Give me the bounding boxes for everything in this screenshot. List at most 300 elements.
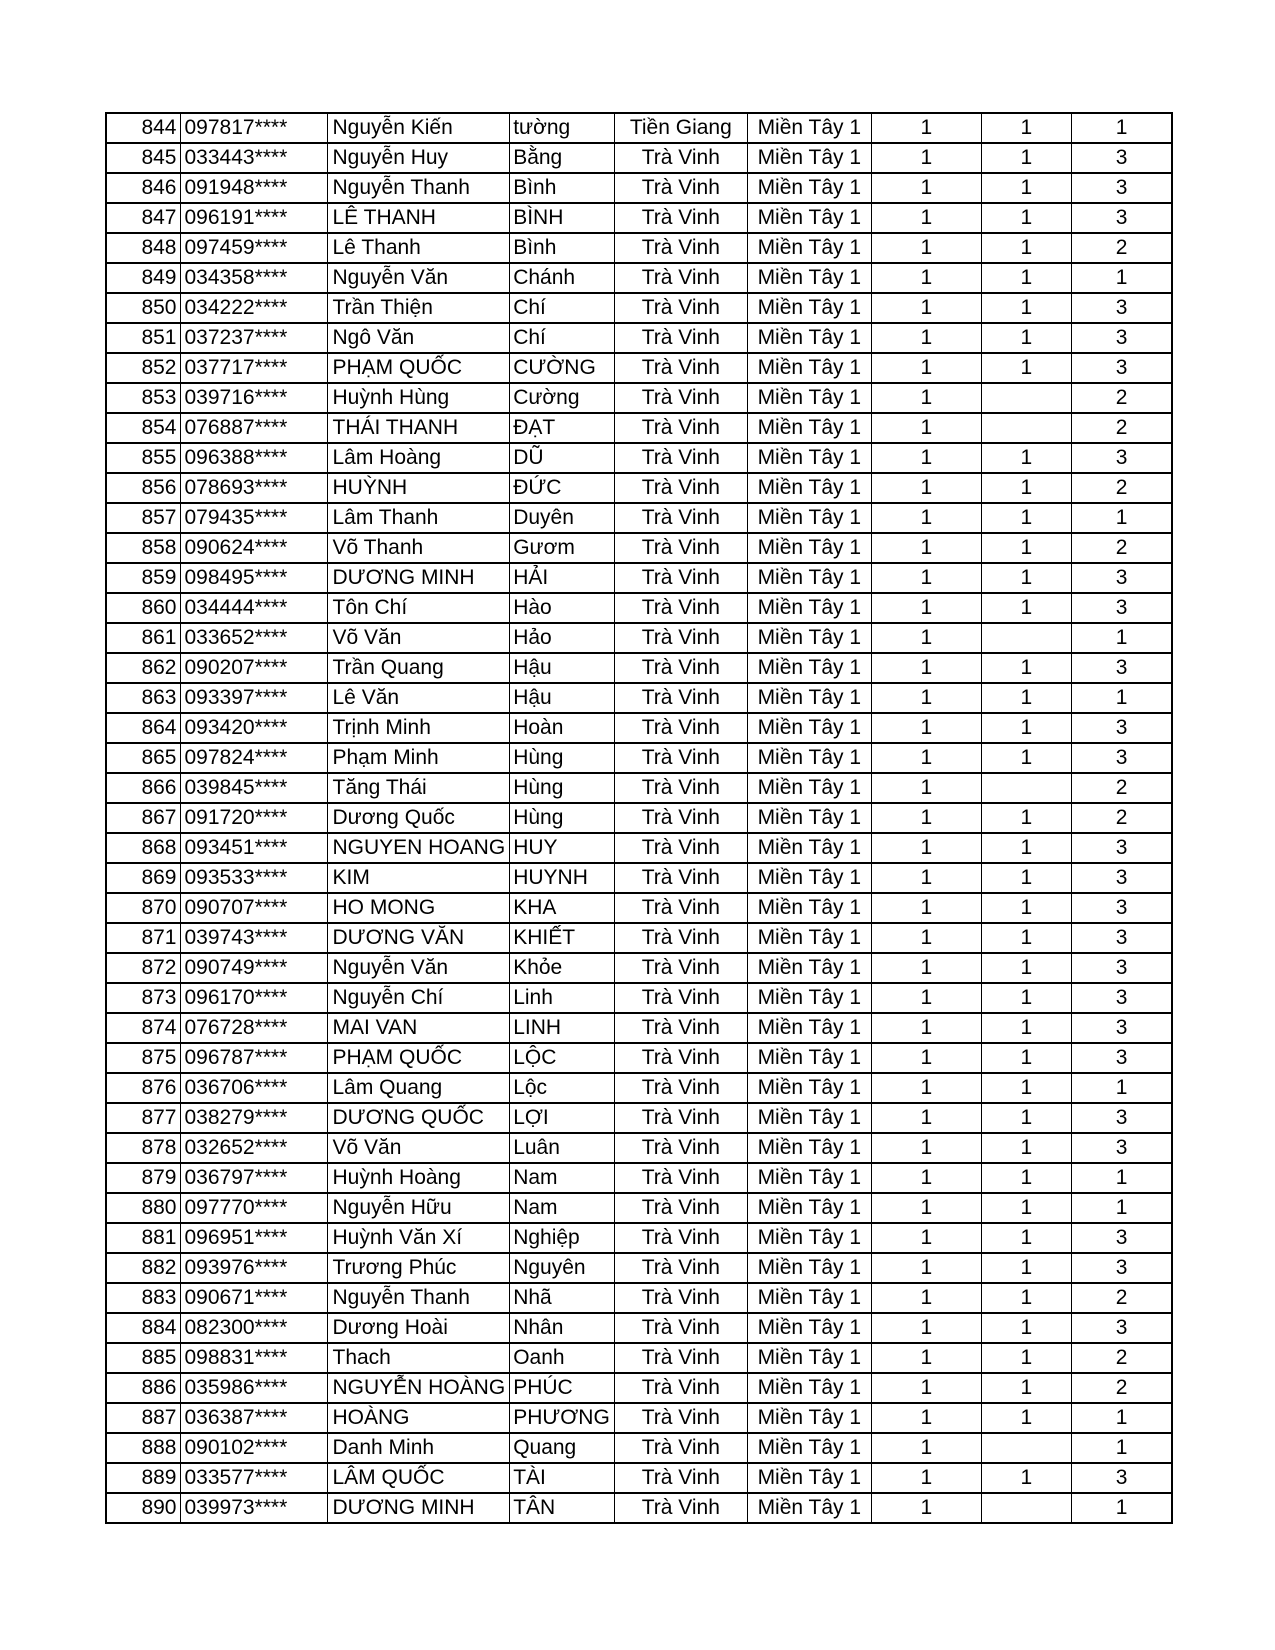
count-2-cell: 1	[981, 1283, 1071, 1313]
data-table	[105, 112, 1173, 1524]
count-2-cell: 1	[981, 1253, 1071, 1283]
count-2-cell: 1	[981, 893, 1071, 923]
family-name-cell: Trương Phúc	[327, 1253, 510, 1283]
region-cell: Miền Tây 1	[747, 803, 871, 833]
count-2-cell: 1	[981, 983, 1071, 1013]
count-2-cell: 1	[981, 1313, 1071, 1343]
given-name-cell: Nhã	[510, 1283, 615, 1313]
row-number-cell: 884	[106, 1313, 180, 1343]
family-name-cell: HO MONG	[327, 893, 510, 923]
given-name-cell: Nam	[510, 1163, 615, 1193]
count-2-cell: 1	[981, 293, 1071, 323]
count-3-cell: 1	[1071, 683, 1172, 713]
region-cell: Miền Tây 1	[747, 623, 871, 653]
table-row	[106, 443, 1172, 473]
count-1-cell: 1	[871, 293, 981, 323]
count-2-cell: 1	[981, 1193, 1071, 1223]
row-number-cell: 890	[106, 1493, 180, 1523]
count-2-cell: 1	[981, 953, 1071, 983]
given-name-cell: PHƯƠNG	[510, 1403, 615, 1433]
phone-number-cell: 096787****	[180, 1043, 327, 1073]
count-3-cell: 1	[1071, 1073, 1172, 1103]
table-row	[106, 1253, 1172, 1283]
given-name-cell: Bình	[510, 233, 615, 263]
phone-number-cell: 033652****	[180, 623, 327, 653]
given-name-cell: Hậu	[510, 683, 615, 713]
count-1-cell: 1	[871, 233, 981, 263]
given-name-cell: HẢI	[510, 563, 615, 593]
family-name-cell: Trần Quang	[327, 653, 510, 683]
province-cell: Trà Vinh	[614, 263, 747, 293]
count-3-cell: 3	[1071, 923, 1172, 953]
region-cell: Miền Tây 1	[747, 233, 871, 263]
region-cell: Miền Tây 1	[747, 1013, 871, 1043]
count-2-cell: 1	[981, 143, 1071, 173]
province-cell: Trà Vinh	[614, 1373, 747, 1403]
count-3-cell: 2	[1071, 473, 1172, 503]
row-number-cell: 862	[106, 653, 180, 683]
given-name-cell: Hảo	[510, 623, 615, 653]
count-2-cell	[981, 623, 1071, 653]
given-name-cell: Gươm	[510, 533, 615, 563]
count-2-cell: 1	[981, 1043, 1071, 1073]
table-row	[106, 683, 1172, 713]
given-name-cell: Oanh	[510, 1343, 615, 1373]
row-number-cell: 844	[106, 113, 180, 143]
row-number-cell: 872	[106, 953, 180, 983]
phone-number-cell: 039743****	[180, 923, 327, 953]
count-1-cell: 1	[871, 1163, 981, 1193]
province-cell: Trà Vinh	[614, 1493, 747, 1523]
count-3-cell: 1	[1071, 1193, 1172, 1223]
count-1-cell: 1	[871, 1253, 981, 1283]
count-1-cell: 1	[871, 623, 981, 653]
count-2-cell: 1	[981, 653, 1071, 683]
given-name-cell: KHA	[510, 893, 615, 923]
given-name-cell: Khỏe	[510, 953, 615, 983]
province-cell: Trà Vinh	[614, 923, 747, 953]
table-row	[106, 983, 1172, 1013]
province-cell: Trà Vinh	[614, 443, 747, 473]
row-number-cell: 863	[106, 683, 180, 713]
phone-number-cell: 038279****	[180, 1103, 327, 1133]
table-row	[106, 1013, 1172, 1043]
table-row	[106, 863, 1172, 893]
province-cell: Trà Vinh	[614, 413, 747, 443]
row-number-cell: 865	[106, 743, 180, 773]
given-name-cell: HUYNH	[510, 863, 615, 893]
phone-number-cell: 093420****	[180, 713, 327, 743]
family-name-cell: THÁI THANH	[327, 413, 510, 443]
count-2-cell: 1	[981, 503, 1071, 533]
table-row	[106, 893, 1172, 923]
row-number-cell: 874	[106, 1013, 180, 1043]
table-row	[106, 953, 1172, 983]
family-name-cell: Ngô Văn	[327, 323, 510, 353]
province-cell: Trà Vinh	[614, 1133, 747, 1163]
count-2-cell	[981, 383, 1071, 413]
province-cell: Trà Vinh	[614, 803, 747, 833]
given-name-cell: Nguyên	[510, 1253, 615, 1283]
table-row	[106, 623, 1172, 653]
row-number-cell: 883	[106, 1283, 180, 1313]
province-cell: Trà Vinh	[614, 593, 747, 623]
region-cell: Miền Tây 1	[747, 113, 871, 143]
row-number-cell: 846	[106, 173, 180, 203]
count-2-cell	[981, 1433, 1071, 1463]
count-3-cell: 3	[1071, 593, 1172, 623]
region-cell: Miền Tây 1	[747, 1133, 871, 1163]
given-name-cell: LỢI	[510, 1103, 615, 1133]
region-cell: Miền Tây 1	[747, 383, 871, 413]
phone-number-cell: 090671****	[180, 1283, 327, 1313]
family-name-cell: MAI VAN	[327, 1013, 510, 1043]
count-1-cell: 1	[871, 1223, 981, 1253]
given-name-cell: Linh	[510, 983, 615, 1013]
count-1-cell: 1	[871, 833, 981, 863]
region-cell: Miền Tây 1	[747, 833, 871, 863]
row-number-cell: 882	[106, 1253, 180, 1283]
count-2-cell: 1	[981, 863, 1071, 893]
phone-number-cell: 034444****	[180, 593, 327, 623]
table-row	[106, 293, 1172, 323]
table-row	[106, 473, 1172, 503]
table-row	[106, 233, 1172, 263]
province-cell: Trà Vinh	[614, 1043, 747, 1073]
given-name-cell: tường	[510, 113, 615, 143]
count-2-cell: 1	[981, 1343, 1071, 1373]
region-cell: Miền Tây 1	[747, 263, 871, 293]
row-number-cell: 856	[106, 473, 180, 503]
phone-number-cell: 078693****	[180, 473, 327, 503]
region-cell: Miền Tây 1	[747, 413, 871, 443]
row-number-cell: 855	[106, 443, 180, 473]
table-row	[106, 1403, 1172, 1433]
region-cell: Miền Tây 1	[747, 1253, 871, 1283]
province-cell: Trà Vinh	[614, 743, 747, 773]
family-name-cell: NGUYỄN HOÀNG	[327, 1373, 510, 1403]
table-row	[106, 1073, 1172, 1103]
table-row	[106, 263, 1172, 293]
given-name-cell: ĐỨC	[510, 473, 615, 503]
given-name-cell: LỘC	[510, 1043, 615, 1073]
phone-number-cell: 034358****	[180, 263, 327, 293]
phone-number-cell: 097824****	[180, 743, 327, 773]
row-number-cell: 870	[106, 893, 180, 923]
given-name-cell: Nhân	[510, 1313, 615, 1343]
given-name-cell: DŨ	[510, 443, 615, 473]
region-cell: Miền Tây 1	[747, 953, 871, 983]
count-2-cell: 1	[981, 1013, 1071, 1043]
given-name-cell: Quang	[510, 1433, 615, 1463]
count-3-cell: 3	[1071, 293, 1172, 323]
family-name-cell: Trần Thiện	[327, 293, 510, 323]
table-row	[106, 1223, 1172, 1253]
phone-number-cell: 037237****	[180, 323, 327, 353]
phone-number-cell: 034222****	[180, 293, 327, 323]
family-name-cell: Nguyễn Chí	[327, 983, 510, 1013]
count-3-cell: 1	[1071, 1493, 1172, 1523]
phone-number-cell: 096951****	[180, 1223, 327, 1253]
province-cell: Trà Vinh	[614, 203, 747, 233]
count-3-cell: 3	[1071, 893, 1172, 923]
given-name-cell: Hậu	[510, 653, 615, 683]
table-row	[106, 203, 1172, 233]
phone-number-cell: 091720****	[180, 803, 327, 833]
count-1-cell: 1	[871, 593, 981, 623]
region-cell: Miền Tây 1	[747, 593, 871, 623]
row-number-cell: 881	[106, 1223, 180, 1253]
table-row	[106, 1433, 1172, 1463]
count-1-cell: 1	[871, 1043, 981, 1073]
family-name-cell: Dương Quốc	[327, 803, 510, 833]
count-3-cell: 1	[1071, 1163, 1172, 1193]
count-3-cell: 3	[1071, 143, 1172, 173]
count-2-cell: 1	[981, 353, 1071, 383]
row-number-cell: 877	[106, 1103, 180, 1133]
row-number-cell: 848	[106, 233, 180, 263]
row-number-cell: 849	[106, 263, 180, 293]
count-1-cell: 1	[871, 1403, 981, 1433]
family-name-cell: Huỳnh Hoàng	[327, 1163, 510, 1193]
family-name-cell: PHẠM QUỐC	[327, 1043, 510, 1073]
count-1-cell: 1	[871, 1133, 981, 1163]
phone-number-cell: 090102****	[180, 1433, 327, 1463]
count-2-cell: 1	[981, 233, 1071, 263]
given-name-cell: TÀI	[510, 1463, 615, 1493]
province-cell: Trà Vinh	[614, 293, 747, 323]
given-name-cell: Nam	[510, 1193, 615, 1223]
table-row	[106, 353, 1172, 383]
row-number-cell: 866	[106, 773, 180, 803]
count-2-cell: 1	[981, 713, 1071, 743]
phone-number-cell: 037717****	[180, 353, 327, 383]
province-cell: Trà Vinh	[614, 353, 747, 383]
province-cell: Trà Vinh	[614, 1283, 747, 1313]
count-3-cell: 1	[1071, 623, 1172, 653]
count-3-cell: 1	[1071, 1403, 1172, 1433]
given-name-cell: KHIẾT	[510, 923, 615, 953]
phone-number-cell: 096170****	[180, 983, 327, 1013]
phone-number-cell: 097770****	[180, 1193, 327, 1223]
region-cell: Miền Tây 1	[747, 533, 871, 563]
count-1-cell: 1	[871, 203, 981, 233]
region-cell: Miền Tây 1	[747, 353, 871, 383]
count-1-cell: 1	[871, 953, 981, 983]
phone-number-cell: 093451****	[180, 833, 327, 863]
family-name-cell: Danh Minh	[327, 1433, 510, 1463]
row-number-cell: 861	[106, 623, 180, 653]
phone-number-cell: 039845****	[180, 773, 327, 803]
count-3-cell: 2	[1071, 1343, 1172, 1373]
table-row	[106, 593, 1172, 623]
table-row	[106, 563, 1172, 593]
row-number-cell: 854	[106, 413, 180, 443]
count-3-cell: 2	[1071, 233, 1172, 263]
count-1-cell: 1	[871, 503, 981, 533]
count-3-cell: 3	[1071, 743, 1172, 773]
phone-number-cell: 032652****	[180, 1133, 327, 1163]
family-name-cell: Phạm Minh	[327, 743, 510, 773]
family-name-cell: LÂM QUỐC	[327, 1463, 510, 1493]
region-cell: Miền Tây 1	[747, 773, 871, 803]
phone-number-cell: 090207****	[180, 653, 327, 683]
province-cell: Trà Vinh	[614, 713, 747, 743]
count-2-cell: 1	[981, 1373, 1071, 1403]
phone-number-cell: 093397****	[180, 683, 327, 713]
row-number-cell: 887	[106, 1403, 180, 1433]
count-3-cell: 2	[1071, 1373, 1172, 1403]
table-row	[106, 1313, 1172, 1343]
count-2-cell: 1	[981, 1133, 1071, 1163]
region-cell: Miền Tây 1	[747, 1103, 871, 1133]
province-cell: Trà Vinh	[614, 323, 747, 353]
table-row	[106, 653, 1172, 683]
row-number-cell: 853	[106, 383, 180, 413]
count-1-cell: 1	[871, 563, 981, 593]
province-cell: Trà Vinh	[614, 683, 747, 713]
family-name-cell: Lê Văn	[327, 683, 510, 713]
count-3-cell: 2	[1071, 803, 1172, 833]
phone-number-cell: 082300****	[180, 1313, 327, 1343]
given-name-cell: LINH	[510, 1013, 615, 1043]
province-cell: Trà Vinh	[614, 1403, 747, 1433]
row-number-cell: 860	[106, 593, 180, 623]
region-cell: Miền Tây 1	[747, 923, 871, 953]
given-name-cell: Hùng	[510, 803, 615, 833]
count-3-cell: 3	[1071, 1253, 1172, 1283]
count-1-cell: 1	[871, 143, 981, 173]
count-1-cell: 1	[871, 1193, 981, 1223]
region-cell: Miền Tây 1	[747, 983, 871, 1013]
count-2-cell: 1	[981, 923, 1071, 953]
phone-number-cell: 035986****	[180, 1373, 327, 1403]
given-name-cell: Duyên	[510, 503, 615, 533]
region-cell: Miền Tây 1	[747, 683, 871, 713]
province-cell: Trà Vinh	[614, 503, 747, 533]
family-name-cell: KIM	[327, 863, 510, 893]
region-cell: Miền Tây 1	[747, 173, 871, 203]
province-cell: Trà Vinh	[614, 1463, 747, 1493]
region-cell: Miền Tây 1	[747, 1373, 871, 1403]
table-row	[106, 713, 1172, 743]
count-1-cell: 1	[871, 1343, 981, 1373]
given-name-cell: Bình	[510, 173, 615, 203]
count-1-cell: 1	[871, 1313, 981, 1343]
region-cell: Miền Tây 1	[747, 293, 871, 323]
given-name-cell: Hùng	[510, 773, 615, 803]
family-name-cell: Thach	[327, 1343, 510, 1373]
given-name-cell: ĐẠT	[510, 413, 615, 443]
region-cell: Miền Tây 1	[747, 1043, 871, 1073]
count-1-cell: 1	[871, 113, 981, 143]
phone-number-cell: 098831****	[180, 1343, 327, 1373]
family-name-cell: Lâm Quang	[327, 1073, 510, 1103]
count-2-cell: 1	[981, 593, 1071, 623]
count-2-cell: 1	[981, 1463, 1071, 1493]
count-1-cell: 1	[871, 773, 981, 803]
count-1-cell: 1	[871, 1013, 981, 1043]
table-row	[106, 413, 1172, 443]
count-1-cell: 1	[871, 263, 981, 293]
given-name-cell: Bằng	[510, 143, 615, 173]
phone-number-cell: 039973****	[180, 1493, 327, 1523]
count-3-cell: 3	[1071, 203, 1172, 233]
given-name-cell: TÂN	[510, 1493, 615, 1523]
province-cell: Trà Vinh	[614, 953, 747, 983]
family-name-cell: Nguyễn Kiến	[327, 113, 510, 143]
family-name-cell: DƯƠNG MINH	[327, 1493, 510, 1523]
count-2-cell: 1	[981, 803, 1071, 833]
family-name-cell: Võ Văn	[327, 1133, 510, 1163]
count-2-cell: 1	[981, 833, 1071, 863]
count-2-cell: 1	[981, 323, 1071, 353]
table-row	[106, 803, 1172, 833]
family-name-cell: Nguyễn Văn	[327, 263, 510, 293]
count-3-cell: 3	[1071, 323, 1172, 353]
phone-number-cell: 093976****	[180, 1253, 327, 1283]
row-number-cell: 845	[106, 143, 180, 173]
province-cell: Trà Vinh	[614, 653, 747, 683]
row-number-cell: 873	[106, 983, 180, 1013]
province-cell: Trà Vinh	[614, 773, 747, 803]
row-number-cell: 864	[106, 713, 180, 743]
count-3-cell: 3	[1071, 713, 1172, 743]
given-name-cell: Hùng	[510, 743, 615, 773]
count-1-cell: 1	[871, 713, 981, 743]
count-3-cell: 3	[1071, 1013, 1172, 1043]
count-1-cell: 1	[871, 983, 981, 1013]
province-cell: Trà Vinh	[614, 1163, 747, 1193]
region-cell: Miền Tây 1	[747, 1283, 871, 1313]
count-3-cell: 2	[1071, 533, 1172, 563]
family-name-cell: DƯƠNG QUỐC	[327, 1103, 510, 1133]
table-row	[106, 143, 1172, 173]
phone-number-cell: 039716****	[180, 383, 327, 413]
province-cell: Trà Vinh	[614, 233, 747, 263]
family-name-cell: Huỳnh Hùng	[327, 383, 510, 413]
table-row	[106, 533, 1172, 563]
region-cell: Miền Tây 1	[747, 1343, 871, 1373]
table-row	[106, 1343, 1172, 1373]
region-cell: Miền Tây 1	[747, 713, 871, 743]
count-3-cell: 3	[1071, 1223, 1172, 1253]
count-3-cell: 1	[1071, 263, 1172, 293]
table-row	[106, 1373, 1172, 1403]
region-cell: Miền Tây 1	[747, 743, 871, 773]
family-name-cell: HUỲNH	[327, 473, 510, 503]
region-cell: Miền Tây 1	[747, 443, 871, 473]
count-2-cell: 1	[981, 1223, 1071, 1253]
family-name-cell: Võ Văn	[327, 623, 510, 653]
phone-number-cell: 096191****	[180, 203, 327, 233]
table-row	[106, 1463, 1172, 1493]
phone-number-cell: 076728****	[180, 1013, 327, 1043]
count-2-cell: 1	[981, 263, 1071, 293]
family-name-cell: Nguyễn Văn	[327, 953, 510, 983]
count-1-cell: 1	[871, 353, 981, 383]
count-2-cell	[981, 413, 1071, 443]
count-3-cell: 3	[1071, 653, 1172, 683]
family-name-cell: Nguyễn Hữu	[327, 1193, 510, 1223]
province-cell: Trà Vinh	[614, 1013, 747, 1043]
province-cell: Trà Vinh	[614, 473, 747, 503]
row-number-cell: 888	[106, 1433, 180, 1463]
phone-number-cell: 096388****	[180, 443, 327, 473]
province-cell: Tiền Giang	[614, 113, 747, 143]
table-row	[106, 1193, 1172, 1223]
count-1-cell: 1	[871, 683, 981, 713]
